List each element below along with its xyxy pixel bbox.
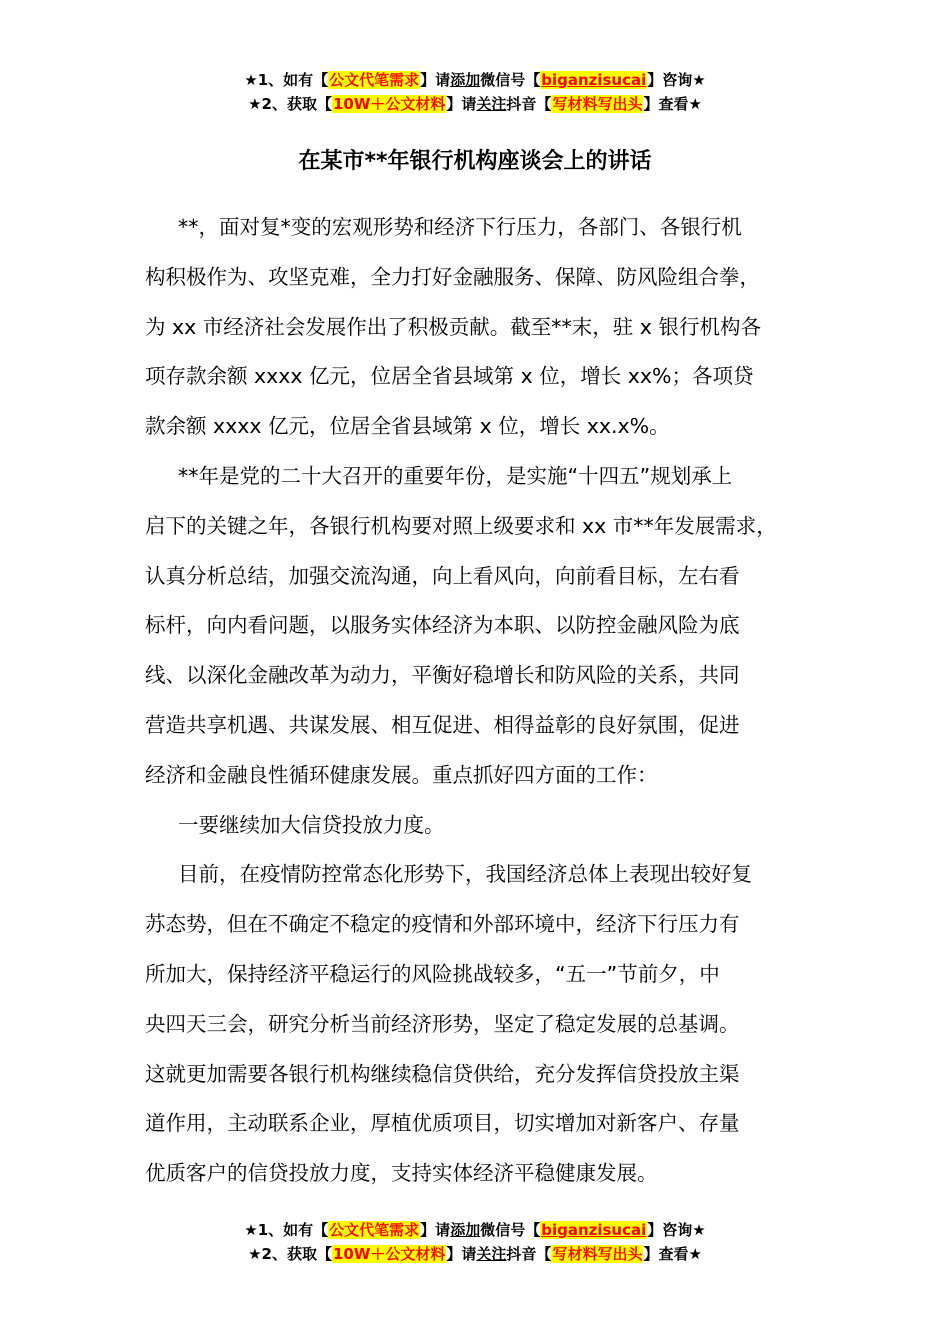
paragraph-line: 优质客户的信贷投放力度，支持实体经济平稳健康发展。 (145, 1161, 658, 1186)
paragraph-line: 启下的关键之年，各银行机构要对照上级要求和 xx 市**年发展需求， (145, 513, 777, 538)
header-banner (0, 68, 950, 116)
banner-line-1 (0, 1218, 950, 1242)
paragraph-line: 认真分析总结，加强交流沟通，向上看风向，向前看目标，左右看 (145, 563, 740, 588)
highlight-text: 公文代笔需求 (329, 1221, 420, 1239)
banner-line-1 (0, 68, 950, 92)
paragraph-line: 项存款余额 xxxx 亿元，位居全省县域第 x 位，增长 xx%；各项贷 (145, 364, 754, 389)
banner-line-2 (0, 92, 950, 116)
banner-line-2 (0, 1242, 950, 1266)
paragraph-line: 央四天三会，研究分析当前经济形势，坚定了稳定发展的总基调。 (145, 1011, 740, 1036)
highlight-text: 公文代笔需求 (329, 71, 420, 89)
paragraph-line: 款余额 xxxx 亿元，位居全省县域第 x 位，增长 xx.x%。 (145, 414, 670, 439)
banner-text: 抖音【 (506, 1245, 552, 1263)
paragraph-line: 线、以深化金融改革为动力，平衡好稳增长和防风险的关系，共同 (145, 663, 740, 688)
section-heading: 一要继续加大信贷投放力度。 (178, 812, 445, 837)
paragraph-line: 经济和金融良性循环健康发展。重点抓好四方面的工作： (145, 762, 658, 787)
douyin-account: 写材料写出头 (552, 95, 643, 113)
douyin-account: 写材料写出头 (552, 1245, 643, 1263)
banner-text: 】咨询★ (647, 71, 706, 89)
banner-text: ★1、如有【 (244, 1221, 329, 1239)
paragraph-line: 目前，在疫情防控常态化形势下，我国经济总体上表现出较好复 (178, 862, 752, 887)
banner-text: 】查看★ (643, 1245, 702, 1263)
banner-text: ★2、获取【 (248, 1245, 332, 1263)
wechat-id: biganzisucai (541, 71, 647, 89)
banner-text: ★1、如有【 (244, 71, 329, 89)
paragraph-line: 这就更加需要各银行机构继续稳信贷供给，充分发挥信贷投放主渠 (145, 1061, 740, 1086)
underlined-text: 关注 (476, 95, 507, 113)
underlined-text: 添加 (450, 71, 481, 89)
banner-text: 】咨询★ (647, 1221, 706, 1239)
banner-text: 】请 (420, 71, 451, 89)
banner-text: 抖音【 (506, 95, 552, 113)
banner-text: ★2、获取【 (248, 95, 332, 113)
highlight-text: 10W＋公文材料 (332, 95, 446, 113)
paragraph-line: 为 xx 市经济社会发展作出了积极贡献。截至**末，驻 x 银行机构各 (145, 314, 761, 339)
banner-text: 】请 (446, 95, 477, 113)
paragraph-line: **，面对复*变的宏观形势和经济下行压力，各部门、各银行机 (178, 215, 742, 239)
banner-text: 】请 (446, 1245, 477, 1263)
paragraph-line: 构积极作为、攻坚克难，全力打好金融服务、保障、防风险组合拳， (145, 264, 760, 289)
document-title: 在某市**年银行机构座谈会上的讲话 (298, 149, 652, 174)
underlined-text: 关注 (476, 1245, 507, 1263)
paragraph-line: 苏态势，但在不确定不稳定的疫情和外部环境中，经济下行压力有 (145, 912, 740, 937)
banner-text: 微信号【 (480, 71, 541, 89)
highlight-text: 10W＋公文材料 (332, 1245, 446, 1263)
paragraph-line: 道作用，主动联系企业，厚植优质项目，切实增加对新客户、存量 (145, 1111, 740, 1136)
banner-text: 】请 (420, 1221, 451, 1239)
banner-text: 微信号【 (480, 1221, 541, 1239)
banner-text: 】查看★ (643, 95, 702, 113)
footer-banner (0, 1218, 950, 1266)
paragraph-line: 所加大，保持经济平稳运行的风险挑战较多，“五一”节前夕，中 (145, 961, 720, 986)
paragraph-line: 标杆，向内看问题，以服务实体经济为本职、以防控金融风险为底 (145, 613, 740, 638)
paragraph-line: 营造共享机遇、共谋发展、相互促进、相得益彰的良好氛围，促进 (145, 712, 740, 737)
underlined-text: 添加 (450, 1221, 481, 1239)
wechat-id: biganzisucai (541, 1221, 647, 1239)
paragraph-line: **年是党的二十大召开的重要年份，是实施“十四五”规划承上 (178, 463, 733, 488)
document-body (145, 203, 825, 1199)
